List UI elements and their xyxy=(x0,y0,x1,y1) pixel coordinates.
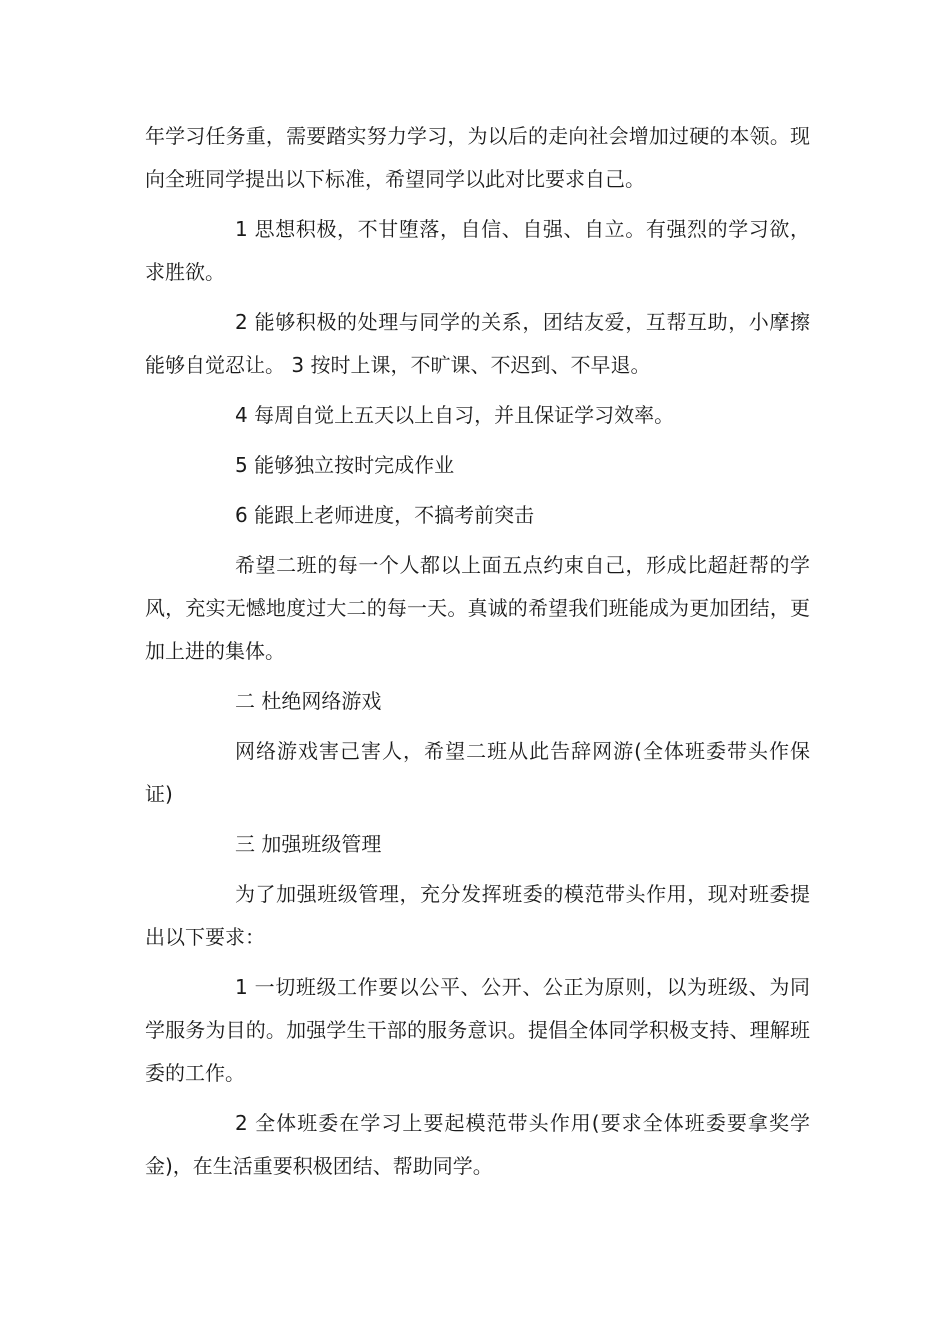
paragraph-hope: 希望二班的每一个人都以上面五点约束自己，形成比超赶帮的学风，充实无憾地度过大二的每一天。真诚的希望我们班能成为更加团结，更加上进的集体。 xyxy=(145,553,810,663)
paragraph-item-2-3: 2 能够积极的处理与同学的关系，团结友爱，互帮互助，小摩擦能够自觉忍让。 3 按时上课，不旷课、不迟到、不早退。 xyxy=(145,310,810,377)
paragraph-item-1: 1 思想积极，不甘堕落，自信、自强、自立。有强烈的学习欲，求胜欲。 xyxy=(145,217,810,284)
paragraph-management-1: 1 一切班级工作要以公平、公开、公正为原则，以为班级、为同学服务为目的。加强学生干部的服务意识。提倡全体同学积极支持、理解班委的工作。 xyxy=(145,975,810,1085)
paragraph-item-4: 4 每周自觉上五天以上自习，并且保证学习效率。 xyxy=(235,403,675,427)
paragraph-item-6: 6 能跟上老师进度，不搞考前突击 xyxy=(235,503,535,527)
section-heading-3: 三 加强班级管理 xyxy=(235,832,382,856)
paragraph-management-2: 2 全体班委在学习上要起模范带头作用(要求全体班委要拿奖学金)，在生活重要积极团结、帮助同学。 xyxy=(145,1111,810,1178)
section-heading-2: 二 杜绝网络游戏 xyxy=(235,689,382,713)
paragraph-continuation: 年学习任务重，需要踏实努力学习，为以后的走向社会增加过硬的本领。现向全班同学提出以下标准，希望同学以此对比要求自己。 xyxy=(145,124,810,191)
paragraph-management-intro: 为了加强班级管理，充分发挥班委的模范带头作用，现对班委提出以下要求： xyxy=(145,882,810,949)
document-body xyxy=(145,115,810,1188)
paragraph-item-5: 5 能够独立按时完成作业 xyxy=(235,453,455,477)
paragraph-no-games: 网络游戏害己害人，希望二班从此告辞网游(全体班委带头作保证) xyxy=(145,739,810,806)
